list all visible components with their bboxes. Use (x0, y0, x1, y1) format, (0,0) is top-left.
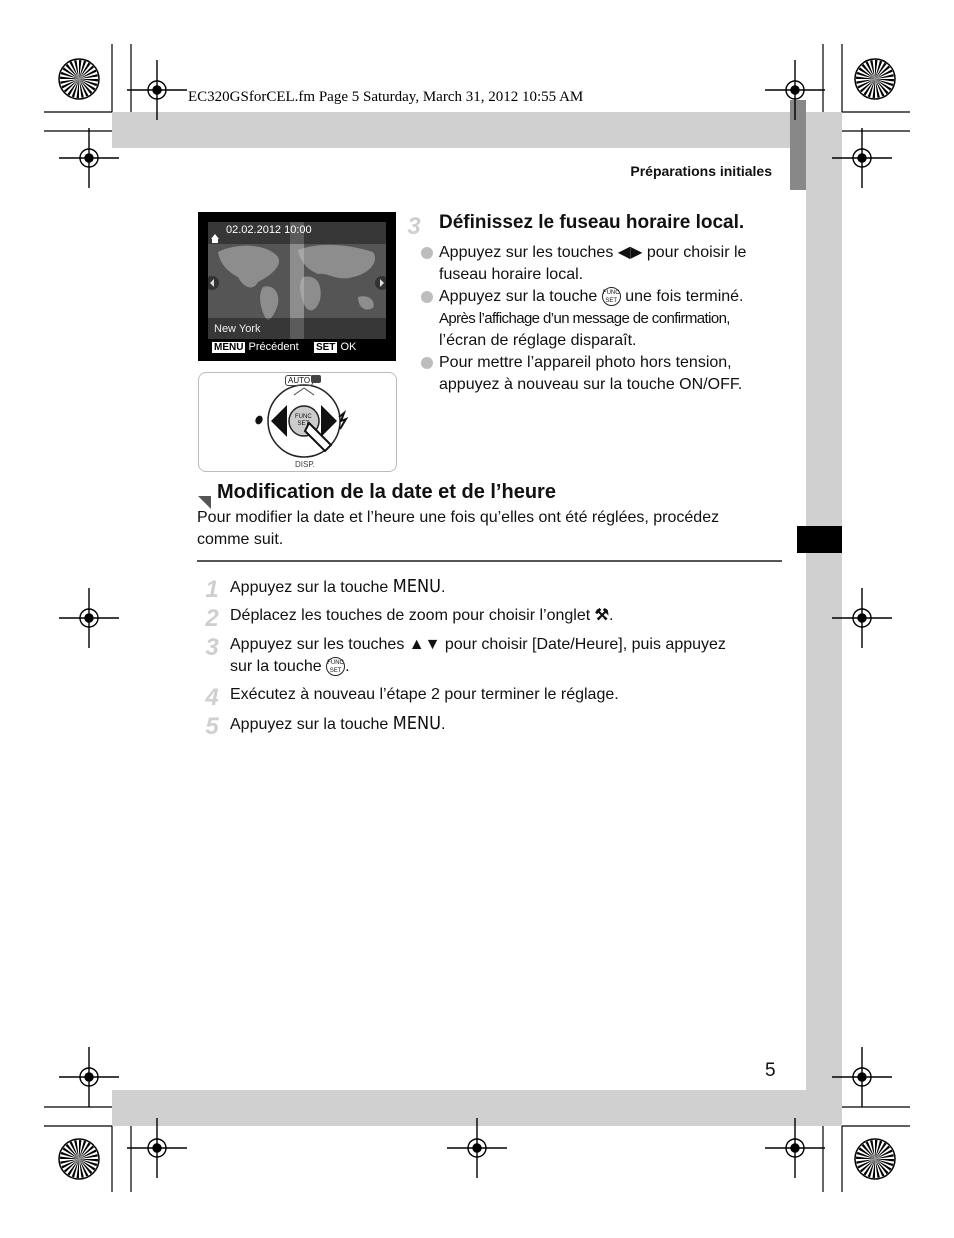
star-target (59, 59, 99, 99)
control-dial-illustration (198, 372, 397, 472)
ok-label: OK (340, 341, 357, 353)
bullet-text-1b: fuseau horaire local. (439, 266, 584, 283)
lcd-datetime: 02.02.2012 10:00 (226, 224, 312, 236)
lcd-city: New York (214, 323, 261, 335)
star-target (855, 1139, 895, 1179)
menu-tag: MENU (214, 342, 244, 353)
world-map (208, 222, 386, 339)
set-tag: SET (315, 342, 336, 353)
bullet-text-3: Pour mettre l’appareil photo hors tension, (439, 354, 732, 371)
bullet-text-3b: appuyez à nouveau sur la touche ON/OFF. (439, 376, 743, 393)
lcd-footer (212, 341, 356, 353)
section-label: Préparations initiales (630, 163, 772, 179)
tools-tab-icon: ⚒ (594, 607, 609, 624)
auto-mode-label: AUTO (285, 375, 313, 386)
step-number: 1 (205, 576, 219, 603)
func-set-button-label: FUNC SET (295, 414, 312, 427)
step-title: Définissez le fuseau horaire local. (439, 212, 745, 233)
camera-lcd-screen (198, 212, 396, 361)
step-number: 3 (407, 213, 421, 240)
page-number: 5 (765, 1060, 776, 1081)
step-row-5: Appuyez sur la touche MENU. (230, 713, 446, 734)
func-set-icon: FUNC SET (602, 287, 621, 306)
left-right-arrows-icon: ◀▶ (617, 244, 643, 261)
section-intro: Pour modifier la date et l’heure une fois qu’elles ont été réglées, procédez comme suit. (197, 509, 720, 548)
bullet (421, 247, 433, 259)
camera-icon (311, 375, 321, 383)
star-target (59, 1139, 99, 1179)
bullet (421, 291, 433, 303)
step-row-3: Appuyez sur les touches ▲▼ pour choisir [Date/Heure], puis appuyez sur la touche FUNC SET . (230, 636, 726, 675)
bullet-text-2b: Après l’affichage d’un message de confirmation, (439, 310, 730, 327)
menu-button-icon: MENU (392, 576, 441, 597)
step-number: 2 (205, 605, 219, 632)
printer-header: EC320GSforCEL.fm Page 5 Saturday, March 31, 2012 10:55 AM (188, 89, 584, 105)
section-heading: Modification de la date et de l’heure (217, 481, 556, 503)
step-number: 5 (205, 713, 219, 740)
bullet-text-1: Appuyez sur les touches ◀▶ pour choisir le (439, 244, 747, 261)
disp-label: DISP. (295, 460, 315, 469)
bullet-text-2c: l’écran de réglage disparaît. (439, 332, 637, 349)
func-set-icon: FUNC SET (326, 657, 345, 676)
bullet-text-2: Appuyez sur la touche FUNC SET une fois terminé. (439, 288, 744, 305)
back-label: Précédent (248, 341, 299, 353)
step-number: 4 (205, 684, 219, 711)
bullet (421, 357, 433, 369)
menu-button-icon: MENU (392, 713, 441, 734)
step-row-1: Appuyez sur la touche MENU. (230, 576, 446, 597)
star-target (855, 59, 895, 99)
step-row-4: Exécutez à nouveau l’étape 2 pour terminer le réglage. (230, 686, 619, 703)
divider (197, 560, 782, 562)
step-number: 3 (205, 634, 219, 661)
step-row-2: Déplacez les touches de zoom pour choisir l’onglet ⚒. (230, 607, 614, 624)
